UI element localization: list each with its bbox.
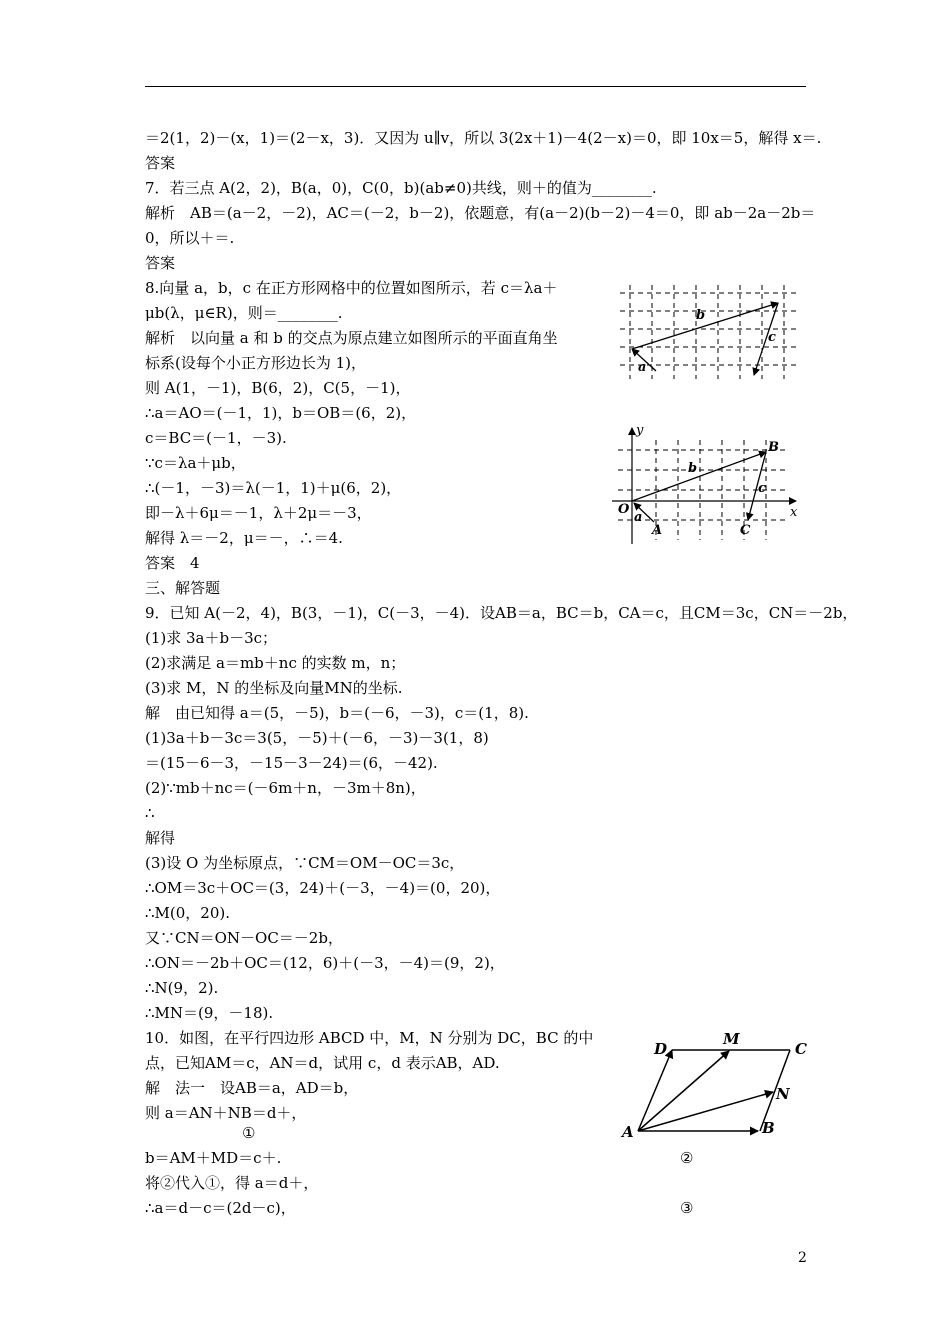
- fig3-label-N: N: [776, 1085, 790, 1103]
- fig1-label-c: c: [768, 330, 776, 345]
- text-line: 又∵CN＝ON－OC＝－2b，: [145, 929, 343, 947]
- text-line: b＝AM＋MD＝c＋.: [145, 1149, 282, 1167]
- text-line: 解析 AB＝(a－2，－2)，AC＝(－2，b－2)，依题意，有(a－2)(b－2)－4＝0，即 ab－2a－2b＝: [145, 204, 816, 222]
- figure-parallelogram: [620, 1026, 815, 1144]
- text-line: 0，所以＋＝.: [145, 229, 235, 247]
- fig3-label-D: D: [654, 1040, 668, 1058]
- fig2-label-y: y: [636, 423, 644, 438]
- text-line: ∴(－1，－3)＝λ(－1，1)＋μ(6，2)，: [145, 479, 402, 497]
- text-line: ∵c＝λa＋μb，: [145, 454, 246, 472]
- text-line: (3)设 O 为坐标原点，∵CM＝OM－OC＝3c，: [145, 854, 465, 872]
- fig2-label-x: x: [790, 505, 798, 520]
- text-line: 即－λ＋6μ＝－1，λ＋2μ＝－3，: [145, 504, 372, 522]
- text-line: (1)3a＋b－3c＝3(5，－5)＋(－6，－3)－3(1，8): [145, 729, 489, 747]
- text-line: ＝(15－6－3，－15－3－24)＝(6，－42).: [145, 754, 438, 772]
- text-line: 9．已知 A(－2，4)，B(3，－1)，C(－3，－4)．设AB＝a，BC＝b，CA＝c，且CM＝3c，CN＝－2b，: [145, 604, 858, 622]
- text-line: ∴: [145, 804, 155, 822]
- text-line: 则 A(1，－1)，B(6，2)，C(5，－1)，: [145, 379, 411, 397]
- text-line: 解得: [145, 829, 176, 847]
- text-line: 10．如图，在平行四边形 ABCD 中，M，N 分别为 DC，BC 的中: [145, 1029, 594, 1047]
- text-line: 答案 4: [145, 554, 200, 572]
- text-line: ∴M(0，20).: [145, 904, 231, 922]
- text-line: ∴N(9，2).: [145, 979, 219, 997]
- text-line: 将②代入①，得 a＝d＋，: [145, 1174, 319, 1192]
- text-line: ∴MN＝(9，－18).: [145, 1004, 274, 1022]
- fig3-label-M: M: [723, 1030, 740, 1048]
- text-line: 解析 以向量 a 和 b 的交点为原点建立如图所示的平面直角坐: [145, 329, 558, 347]
- fig3-label-C: C: [795, 1040, 807, 1058]
- fig1-label-a: a: [638, 360, 647, 375]
- text-line: 解 由已知得 a＝(5，－5)，b＝(－6，－3)，c＝(1，8).: [145, 704, 529, 722]
- text-line: 点，已知AM＝c，AN＝d，试用 c，d 表示AB，AD.: [145, 1054, 500, 1072]
- fig1-label-b: b: [696, 308, 706, 323]
- text-line: (1)求 3a＋b－3c；: [145, 629, 278, 647]
- fig3-label-A: A: [622, 1123, 634, 1141]
- text-line: (2)∵mb＋nc＝(－6m＋n，－3m＋8n)，: [145, 779, 426, 797]
- text-line: μb(λ，μ∈R)，则＝________.: [145, 304, 343, 322]
- header-rule: [145, 86, 806, 87]
- text-line: (3)求 M，N 的坐标及向量MN的坐标.: [145, 679, 403, 697]
- text-line: 答案: [145, 154, 176, 172]
- fig2-label-a: a: [634, 510, 643, 525]
- text-line: ∴a＝AO＝(－1，1)，b＝OB＝(6，2)，: [145, 404, 417, 422]
- fig2-label-c: c: [758, 481, 766, 496]
- fig2-label-b: b: [688, 461, 698, 476]
- fig2-label-B: B: [768, 440, 779, 455]
- text-line: 则 a＝AN＋NB＝d＋，: [145, 1104, 307, 1122]
- page-number: 2: [798, 1250, 807, 1266]
- text-line: 答案: [145, 254, 176, 272]
- text-line: (2)求满足 a＝mb＋nc 的实数 m，n；: [145, 654, 406, 672]
- text-line: 8.向量 a，b，c 在正方形网格中的位置如图所示，若 c＝λa＋: [145, 279, 558, 297]
- fig2-label-O: O: [618, 502, 630, 517]
- figure-vector-grid: [612, 283, 802, 383]
- figure-coordinate-grid: [608, 420, 808, 548]
- text-line: 三、解答题: [145, 579, 221, 597]
- text-line: 标系(设每个小正方形边长为 1)，: [145, 354, 367, 372]
- marker-3: ③: [680, 1199, 694, 1217]
- text-line: ＝2(1，2)－(x，1)＝(2－x，3)．又因为 u∥v，所以 3(2x＋1)－4(2－x)＝0，即 10x＝5，解得 x＝.: [145, 129, 822, 147]
- marker-2: ②: [680, 1149, 694, 1167]
- text-line: ∴ON＝－2b＋OC＝(12，6)＋(－3，－4)＝(9，2)，: [145, 954, 505, 972]
- text-line: 解得 λ＝－2，μ＝－，∴＝4.: [145, 529, 343, 547]
- text-line: ∴a＝d－c＝(2d－c)，: [145, 1199, 296, 1217]
- marker-1: ①: [242, 1124, 256, 1142]
- fig2-label-A: A: [652, 523, 663, 538]
- fig2-label-C: C: [740, 523, 751, 538]
- text-line: 7．若三点 A(2，2)，B(a，0)，C(0，b)(ab≠0)共线，则＋的值为________.: [145, 179, 657, 197]
- text-line: ∴OM＝3c＋OC＝(3，24)＋(－3，－4)＝(0，20)，: [145, 879, 501, 897]
- fig3-label-B: B: [762, 1119, 775, 1137]
- text-line: 解 法一 设AB＝a，AD＝b，: [145, 1079, 359, 1097]
- text-line: c＝BC＝(－1，－3).: [145, 429, 287, 447]
